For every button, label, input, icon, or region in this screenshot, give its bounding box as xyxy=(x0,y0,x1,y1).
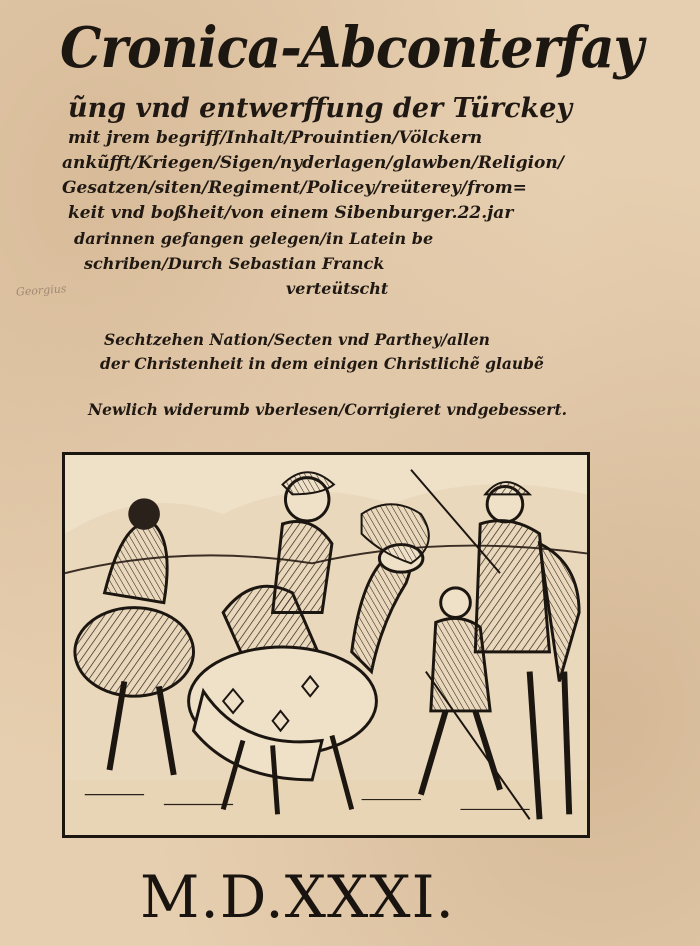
description-line-7: schriben/Durch Sebastian Franck xyxy=(84,254,385,273)
woodcut-illustration xyxy=(62,452,590,838)
subtitle-block xyxy=(100,328,544,376)
description-line-8: verteütscht xyxy=(286,279,389,298)
woodcut-image xyxy=(65,455,587,835)
subtitle-line-2: der Christenheit in dem einigen Christlichẽ glaubẽ xyxy=(100,354,544,373)
publication-date: M.D.XXXI. xyxy=(140,863,455,931)
description-line-3: ankũfft/Kriegen/Sigen/nyderlagen/glawben/Religion/ xyxy=(62,153,564,173)
edition-note xyxy=(88,398,567,422)
description-line-5: keit vnd boßheit/von einem Sibenburger.22.jar xyxy=(68,203,514,223)
description-line-6: darinnen gefangen gelegen/in Latein be xyxy=(74,229,434,248)
title-description xyxy=(62,92,622,301)
edition-line: Newlich widerumb vberlesen/Corrigieret vndgebessert. xyxy=(88,400,568,419)
description-line-1: ũng vnd entwerffung der Türckey xyxy=(68,93,573,124)
description-line-2: mit jrem begriff/Inhalt/Prouintien/Völckern xyxy=(68,128,483,148)
book-title: Cronica-Abconterfay xyxy=(60,15,643,81)
handwritten-margin-note: Georgius xyxy=(15,282,67,299)
subtitle-line-1: Sechtzehen Nation/Secten vnd Parthey/allen xyxy=(104,330,490,349)
description-line-4: Gesatzen/siten/Regiment/Policey/reüterey/from= xyxy=(62,178,527,198)
